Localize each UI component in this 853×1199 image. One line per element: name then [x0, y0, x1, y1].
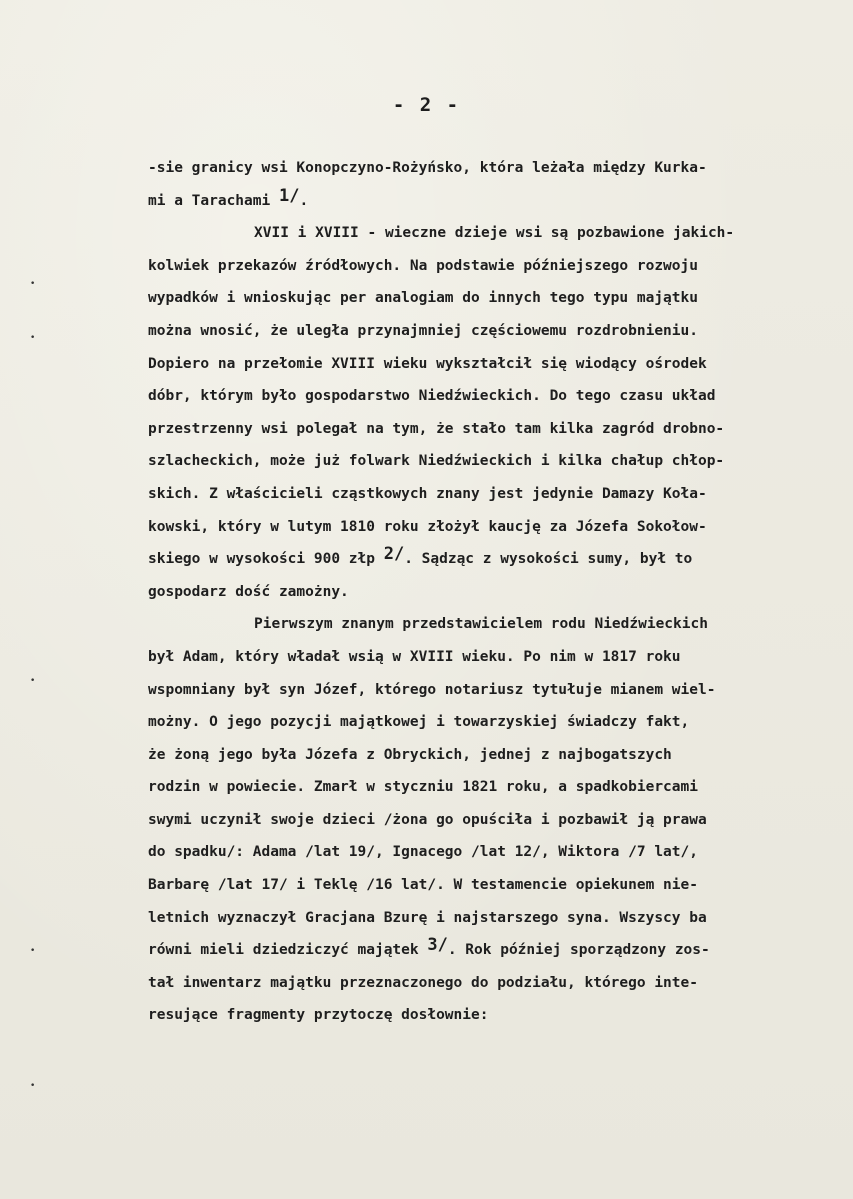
text-line: wypadków i wnioskując per analogiam do innych tego typu majątku	[148, 290, 698, 307]
text-line: szlacheckich, może już folwark Niedźwieckich i kilka chałup chłop-	[148, 453, 725, 470]
text-line: możny. O jego pozycji majątkowej i towarzyskiej świadczy fakt,	[148, 714, 690, 731]
text-line: kowski, który w lutym 1810 roku złożył kaucję za Józefa Sokołow-	[148, 518, 707, 535]
text-line: skich. Z właścicieli cząstkowych znany jest jedynie Damazy Koła-	[148, 485, 707, 502]
text-line: gospodarz dość zamożny.	[148, 583, 349, 600]
text-line: Pierwszym znanym przedstawicielem rodu Niedźwieckich	[254, 616, 708, 633]
text-line	[148, 185, 838, 218]
text-line: resujące fragmenty przytoczę dosłownie:	[148, 1007, 489, 1024]
text-line: można wnosić, że uległa przynajmniej częściowemu rozdrobnieniu.	[148, 322, 698, 339]
line-text: . Sądząc z wysokości sumy, był to	[404, 551, 693, 568]
text-line: letnich wyznaczył Gracjana Bzurę i najstarszego syna. Wszyscy ba	[148, 909, 707, 926]
text-line: swymi uczynił swoje dzieci /żona go opuściła i pozbawił ją prawa	[148, 811, 707, 828]
margin-dot: •	[30, 279, 36, 289]
line-text: równi mieli dziedziczyć majątek	[148, 942, 428, 959]
text-line: był Adam, który władał wsią w XVIII wieku. Po nim w 1817 roku	[148, 648, 681, 665]
text-line: że żoną jego była Józefa z Obryckich, jednej z najbogatszych	[148, 746, 672, 763]
text-line: do spadku/: Adama /lat 19/, Ignacego /lat 12/, Wiktora /7 lat/,	[148, 844, 698, 861]
line-text: . Rok później sporządzony zos-	[447, 942, 710, 959]
text-line: kolwiek przekazów źródłowych. Na podstawie późniejszego rozwoju	[148, 257, 698, 274]
margin-dot: •	[30, 1081, 36, 1091]
page-number: - 2 -	[392, 94, 461, 116]
footnote-reference: 1/	[278, 185, 300, 206]
text-line: rodzin w powiecie. Zmarł w styczniu 1821 roku, a spadkobiercami	[148, 779, 698, 796]
text-line	[148, 543, 838, 576]
footnote-reference: 3/	[427, 935, 448, 956]
margin-dot: •	[30, 333, 36, 343]
text-line: -sie granicy wsi Konopczyno-Rożyńsko, która leżała między Kurka-	[148, 160, 707, 176]
text-line: XVII i XVIII - wieczne dzieje wsi są pozbawione jakich-	[254, 225, 735, 242]
text-line: tał inwentarz majątku przeznaczonego do podziału, którego inte-	[148, 974, 698, 991]
line-text: skiego w wysokości 900 złp	[148, 551, 384, 568]
text-line: Barbarę /lat 17/ i Teklę /16 lat/. W testamencie opiekunem nie-	[148, 877, 698, 894]
body-text	[148, 152, 838, 1032]
margin-dot: •	[30, 946, 36, 956]
text-line: dóbr, którym było gospodarstwo Niedźwieckich. Do tego czasu układ	[148, 388, 716, 405]
text-line: Dopiero na przełomie XVIII wieku wykształcił się wiodący ośrodek	[148, 355, 707, 372]
line-text: .	[299, 192, 309, 209]
text-line: wspomniany był syn Józef, którego notariusz tytułuje mianem wiel-	[148, 681, 716, 698]
margin-dot: •	[30, 676, 36, 686]
footnote-reference: 2/	[383, 544, 405, 565]
line-text: mi a Tarachami	[148, 192, 279, 209]
text-line	[148, 934, 838, 967]
text-line: przestrzenny wsi polegał na tym, że stało tam kilka zagród drobno-	[148, 420, 725, 437]
